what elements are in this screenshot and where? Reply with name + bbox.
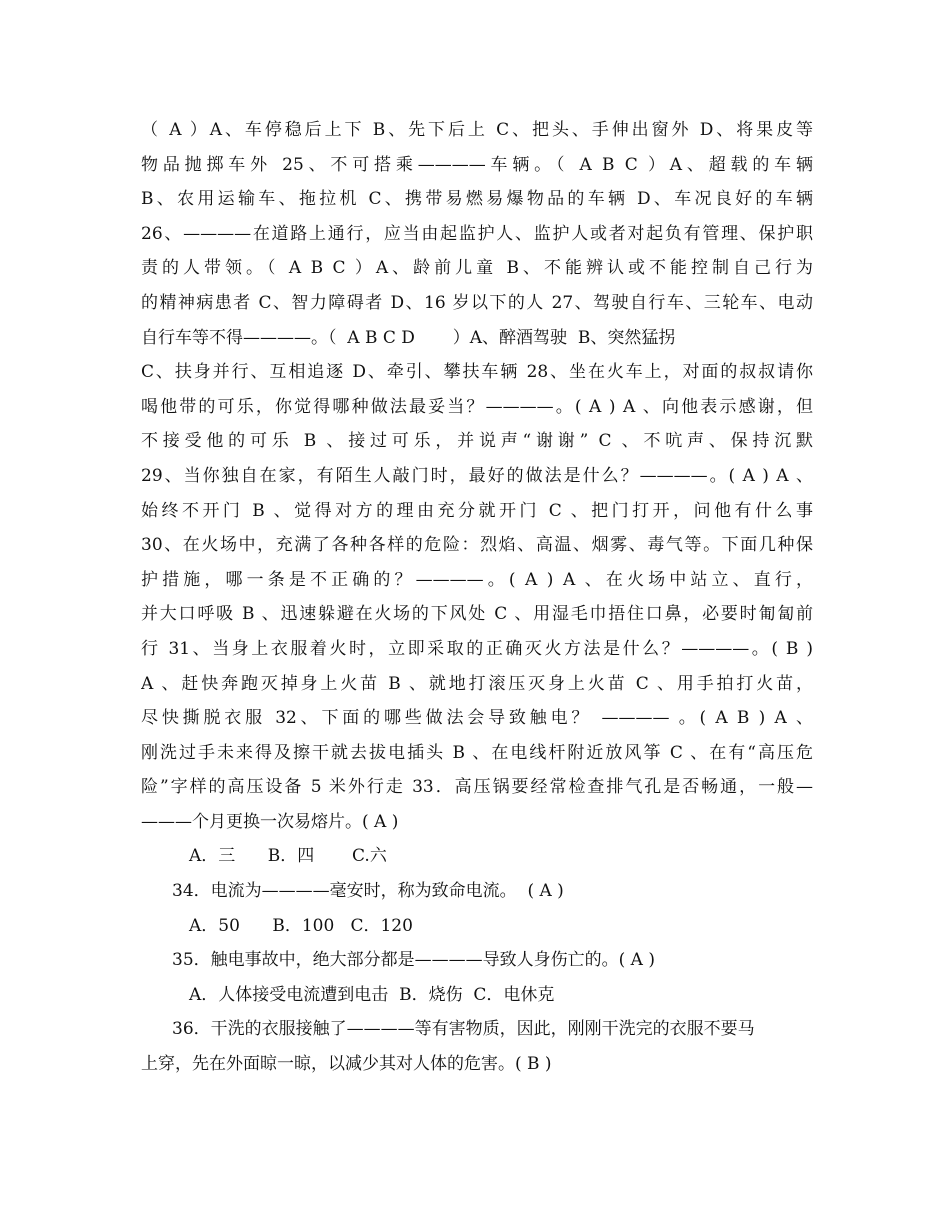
document-body (141, 113, 813, 1082)
text-line-28: 上穿，先在外面晾一晾，以减少其对人体的危害。( B ) (141, 1054, 552, 1075)
text-line-19: 刚洗过手未来得及擦干就去拔电插头 B 、在电线杆附近放风筝 C 、在有“高压危 (141, 742, 813, 763)
text-line-20: 险”字样的高压设备 5 米外行走 33．高压锅要经常检查排气孔是否畅通，一般— (141, 777, 813, 798)
text-line-12: 始终不开门 B 、觉得对方的理由充分就开门 C 、把门打开，问他有什么事 (141, 500, 813, 521)
text-line-4: 26、————在道路上通行，应当由起监护人、监护人或者对起负有管理、保护职 (141, 223, 813, 244)
text-line-14: 护措施，哪一条是不正确的？————。( A ) A 、在火场中站立、直行， (141, 569, 813, 590)
text-line-8: C、扶身并行、互相追逐 D、牵引、攀扶车辆 28、坐在火车上，对面的叔叔请你 (141, 362, 813, 383)
text-line-11: 29、当你独自在家，有陌生人敲门时，最好的做法是什么？————。( A ) A 、 (141, 465, 813, 486)
text-line-3: B、农用运输车、拖拉机 C、携带易燃易爆物品的车辆 D、车况良好的车辆 (141, 189, 813, 210)
options-line-35: A．人体接受电流遭到电击 B．烧伤 C．电休克 (189, 984, 555, 1005)
text-line-16: 行 31、当身上衣服着火时，立即采取的正确灭火方法是什么？————。( B ) (141, 638, 813, 659)
text-line-15: 并大口呼吸 B 、迅速躲避在火场的下风处 C 、用湿毛巾捂住口鼻，必要时匍匐前 (141, 604, 813, 625)
text-line-18: 尽快撕脱衣服 32、下面的哪些做法会导致触电？ ———— 。( A B ) A 、 (141, 708, 813, 729)
question-line-36: 36．干洗的衣服接触了————等有害物质，因此，刚刚干洗完的衣服不要马 (172, 1019, 755, 1040)
text-line-10: 不接受他的可乐 B 、接过可乐，并说声“谢谢” C 、不吭声、保持沉默 (141, 431, 813, 452)
options-line-34: A．50 B．100 C．120 (189, 915, 413, 936)
text-line-7: 自行车等不得————。（ A B C D ）A、醉酒驾驶 B、突然猛拐 (141, 327, 676, 348)
question-line-35: 35．触电事故中，绝大部分都是————导致人身伤亡的。( A ) (172, 950, 655, 971)
options-line-33: A．三 B．四 C.六 (189, 846, 387, 867)
text-line-21: ———个月更换一次易熔片。( A ) (141, 811, 399, 832)
text-line-6: 的精神病患者 C、智力障碍者 D、16 岁以下的人 27、驾驶自行车、三轮车、电动 (141, 292, 813, 313)
text-line-9: 喝他带的可乐，你觉得哪种做法最妥当？————。( A ) A 、向他表示感谢，但 (141, 396, 813, 417)
text-line-5: 责的人带领。（ A B C ）A、龄前儿童 B、不能辨认或不能控制自己行为 (141, 258, 813, 279)
question-line-34: 34．电流为————毫安时，称为致命电流。 ( A ) (172, 881, 564, 902)
text-line-17: A 、赶快奔跑灭掉身上火苗 B 、就地打滚压灭身上火苗 C 、用手拍打火苗， (141, 673, 813, 694)
text-line-1: （ A ）A、车停稳后上下 B、先下后上 C、把头、手伸出窗外 D、将果皮等 (141, 120, 813, 140)
text-line-2: 物品抛掷车外 25、不可搭乘————车辆。（ A B C ）A、超载的车辆 (141, 154, 813, 175)
text-line-13: 30、在火场中，充满了各种各样的危险：烈焰、高温、烟雾、毒气等。下面几种保 (141, 535, 813, 556)
